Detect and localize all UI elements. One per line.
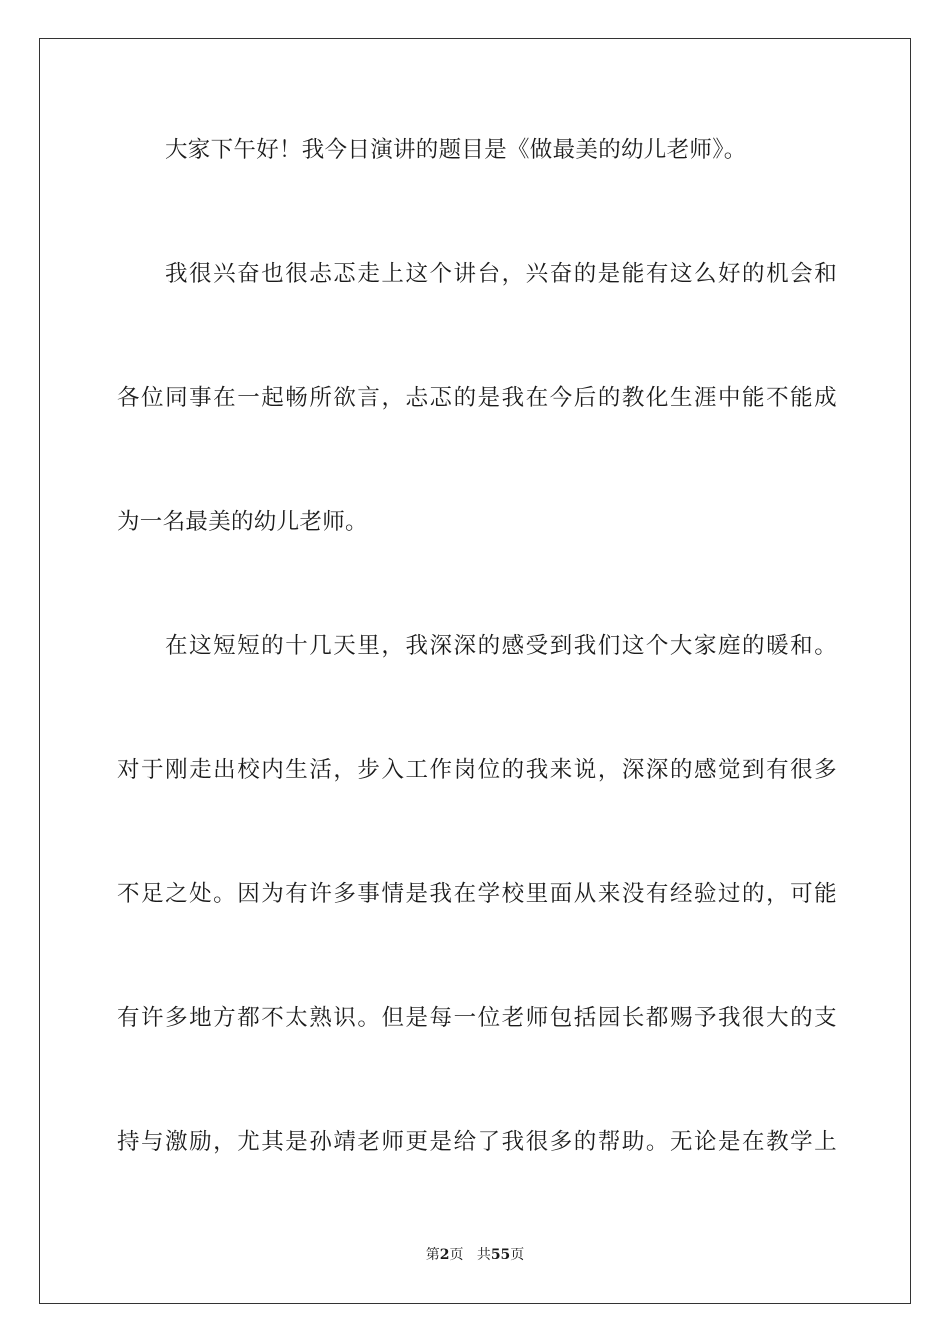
total-suffix: 页 [510, 1247, 525, 1263]
paragraph-line: 我很兴奋也很忐忑走上这个讲台，兴奋的是能有这么好的机会和 [165, 261, 837, 287]
total-prefix: 共 [476, 1247, 491, 1263]
paragraph-line: 在这短短的十几天里，我深深的感受到我们这个大家庭的暖和。 [165, 633, 837, 659]
paragraph-line: 有许多地方都不太熟识。但是每一位老师包括园长都赐予我很大的支 [117, 1005, 837, 1031]
total-pages: 55 [490, 1247, 511, 1263]
paragraph-line: 大家下午好！我今日演讲的题目是《做最美的幼儿老师》。 [165, 137, 747, 163]
paragraph-line: 各位同事在一起畅所欲言，忐忑的是我在今后的教化生涯中能不能成 [117, 385, 837, 411]
paragraph-line: 不足之处。因为有许多事情是我在学校里面从来没有经验过的，可能 [117, 881, 837, 907]
page-footer [0, 1245, 950, 1265]
paragraph-line: 为一名最美的幼儿老师。 [117, 509, 368, 535]
page-number: 2 [439, 1247, 450, 1263]
paragraph-line: 持与激励，尤其是孙靖老师更是给了我很多的帮助。无论是在教学上 [117, 1129, 837, 1155]
page-border [39, 38, 911, 1304]
page-suffix: 页 [449, 1247, 464, 1263]
page-prefix: 第 [425, 1247, 440, 1263]
paragraph-line: 对于刚走出校内生活，步入工作岗位的我来说，深深的感觉到有很多 [117, 757, 837, 783]
